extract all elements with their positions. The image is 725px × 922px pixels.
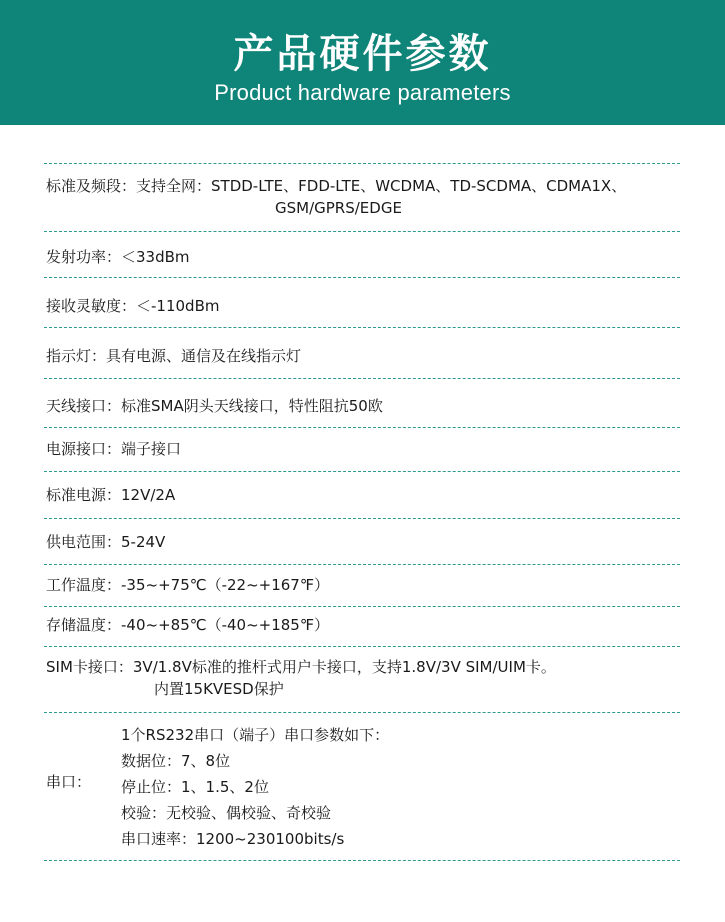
divider <box>44 860 680 861</box>
spec-value: -35~+75℃（-22~+167℉） <box>121 576 330 594</box>
divider <box>44 231 680 232</box>
spec-value: 标准SMA阴头天线接口，特性阻抗50欧 <box>121 397 383 415</box>
spec-row-sim <box>46 656 685 678</box>
spec-value-continuation: GSM/GPRS/EDGE <box>275 199 402 217</box>
spec-value: 具有电源、通信及在线指示灯 <box>106 347 302 365</box>
spec-row-indicator <box>46 345 685 367</box>
spec-label: SIM卡接口： <box>46 658 133 676</box>
divider <box>44 378 680 379</box>
serial-line: 1个RS232串口（端子）串口参数如下： <box>121 726 390 744</box>
divider <box>44 564 680 565</box>
spec-value: 12V/2A <box>121 486 176 504</box>
serial-line: 停止位：1、1.5、2位 <box>121 778 269 796</box>
spec-value: 支持全网：STDD-LTE、FDD-LTE、WCDMA、TD-SCDMA、CDMA1X、 <box>136 177 627 195</box>
spec-label: 标准电源： <box>46 486 122 504</box>
spec-label: 电源接口： <box>46 440 122 458</box>
page-title: 产品硬件参数 <box>233 31 492 77</box>
divider <box>44 327 680 328</box>
spec-row-operating-temp <box>46 574 685 596</box>
spec-value: ＜-110dBm <box>136 297 220 315</box>
spec-value: -40~+85℃（-40~+185℉） <box>121 616 330 634</box>
spec-label: 天线接口： <box>46 397 122 415</box>
spec-row-standard-power <box>46 484 685 506</box>
serial-label: 串口： <box>46 773 92 791</box>
serial-line: 串口速率：1200~230100bits/s <box>121 830 345 848</box>
spec-value-continuation: 内置15KVESD保护 <box>154 680 284 698</box>
spec-value: 端子接口 <box>121 440 182 458</box>
spec-label: 工作温度： <box>46 576 122 594</box>
serial-line: 数据位：7、8位 <box>121 752 231 770</box>
divider <box>44 163 680 164</box>
spec-row-supply-range <box>46 531 685 553</box>
header-banner <box>0 0 725 125</box>
divider <box>44 606 680 607</box>
spec-row-storage-temp <box>46 614 685 636</box>
spec-row-power-interface <box>46 438 685 460</box>
spec-label: 供电范围： <box>46 533 122 551</box>
spec-row-rx-sensitivity <box>46 295 685 317</box>
spec-value: ＜33dBm <box>121 248 190 266</box>
serial-details <box>121 722 389 852</box>
divider <box>44 471 680 472</box>
spec-row-bands <box>46 175 685 197</box>
spec-label: 标准及频段： <box>46 177 137 195</box>
divider <box>44 712 680 713</box>
divider <box>44 427 680 428</box>
spec-row-antenna <box>46 395 685 417</box>
divider <box>44 646 680 647</box>
divider <box>44 277 680 278</box>
divider <box>44 518 680 519</box>
spec-value: 3V/1.8V标准的推杆式用户卡接口，支持1.8V/3V SIM/UIM卡。 <box>132 658 556 676</box>
spec-label: 指示灯： <box>46 347 107 365</box>
page-subtitle: Product hardware parameters <box>214 80 511 105</box>
spec-label: 发射功率： <box>46 248 122 266</box>
spec-label: 接收灵敏度： <box>46 297 137 315</box>
spec-row-tx-power <box>46 246 685 268</box>
spec-value: 5-24V <box>121 533 166 551</box>
spec-label: 存储温度： <box>46 616 122 634</box>
serial-line: 校验：无校验、偶校验、奇校验 <box>121 804 332 822</box>
